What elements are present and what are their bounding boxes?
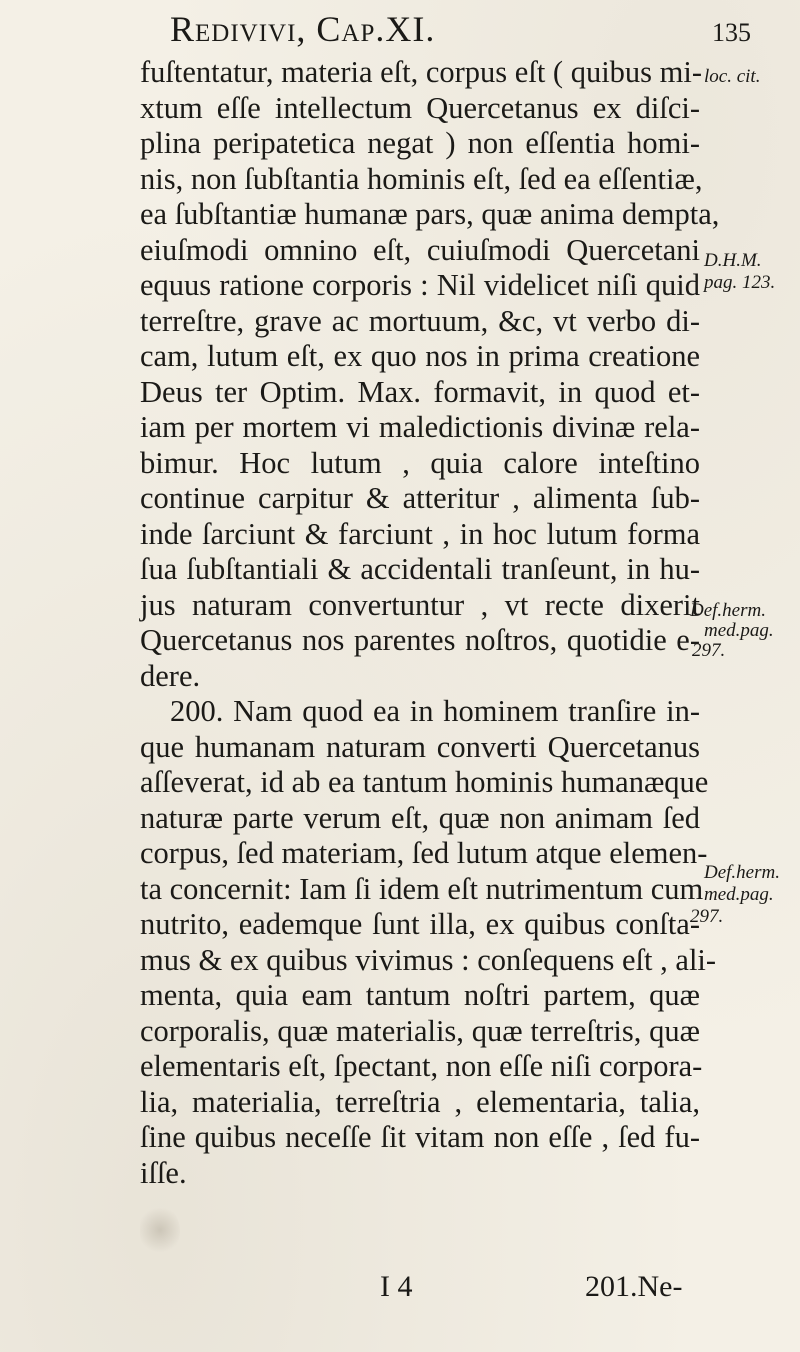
text-line: dere. <box>140 658 201 693</box>
text-line: inde ſarciunt & farciunt , in hoc lutum forma <box>140 516 700 551</box>
margin-note-dhm: D.H.M. <box>704 250 762 271</box>
margin-notes <box>690 55 800 1255</box>
paper-stain <box>140 1205 180 1255</box>
text-line: cam, lutum eſt, ex quo nos in prima creatione <box>140 339 700 373</box>
text-line: corpus, ſed materiam, ſed lutum atque elemen- <box>140 836 708 870</box>
text-line: bimur. Hoc lutum , quia calore inteſtino <box>140 445 700 480</box>
text-line: ſine quibus neceſſe ſit vitam non eſſe , ſed fu- <box>140 1120 700 1154</box>
text-line: elementaris eſt, ſpectant, non eſſe niſi corpora- <box>140 1049 703 1083</box>
margin-note-def-herm: Def.herm. <box>690 600 766 621</box>
text-line: continue carpitur & atteritur , alimenta ſub- <box>140 481 700 515</box>
text-line: lia, materialia, terreſtria , elementaria, talia, <box>140 1084 700 1119</box>
text-line: mus & ex quibus vivimus : conſequens eſt , ali- <box>140 942 717 977</box>
text-line: nis, non ſubſtantia hominis eſt, ſed ea eſſentiæ, <box>140 161 703 196</box>
margin-note-med-pag: med.pag. <box>704 620 774 641</box>
text-line: aſſeverat, id ab ea tantum hominis humanæque <box>140 765 709 799</box>
margin-note-def-herm-2: Def.herm. <box>704 862 780 883</box>
text-line: jus naturam convertuntur , vt recte dixerit <box>140 587 700 622</box>
text-line: Deus ter Optim. Max. formavit, in quod et- <box>140 374 700 409</box>
text-line: iſſe. <box>140 1155 187 1190</box>
text-line: ta concernit: Iam ſi idem eſt nutrimentum cum <box>140 871 704 906</box>
page-header <box>0 8 800 52</box>
running-title: Redivivi, Cap.XI. <box>170 9 436 49</box>
paragraph-200-start: 200. Nam quod ea in hominem tranſire in- <box>170 694 700 728</box>
text-line: eiuſmodi omnino eſt, cuiuſmodi Quercetani <box>140 232 700 267</box>
text-line: ea ſubſtantiæ humanæ pars, quæ anima dempta, <box>140 197 720 231</box>
margin-note-dhm-page: pag. 123. <box>704 272 776 293</box>
margin-note-med-pag-2: med.pag. <box>704 884 774 905</box>
text-line: equus ratione corporis : Nil videlicet niſi quid <box>140 268 700 302</box>
text-line: que humanam naturam converti Quercetanus <box>140 729 700 764</box>
text-line: nutrito, eademque ſunt illa, ex quibus conſta- <box>140 907 700 941</box>
text-line: plina peripatetica negat ) non eſſentia homi- <box>140 126 700 160</box>
signature-mark: I 4 <box>380 1270 413 1303</box>
text-line: fuſtentatur, materia eſt, corpus eſt ( quibus mi- <box>140 55 703 89</box>
page-footer <box>0 1270 800 1310</box>
text-line: terreſtre, grave ac mortuum, &c, vt verbo di- <box>140 303 700 338</box>
margin-note-page-297: 297. <box>692 640 726 661</box>
page-number: 135 <box>712 18 751 47</box>
text-line: ſua ſubſtantiali & accidentali tranſeunt, in hu- <box>140 552 700 586</box>
text-line: naturæ parte verum eſt, quæ non animam ſed <box>140 800 700 835</box>
text-line: Quercetanus nos parentes noſtros, quotidie e- <box>140 623 700 657</box>
catchword: 201.Ne- <box>585 1270 683 1303</box>
text-line: corporalis, quæ materialis, quæ terreſtris, quæ <box>140 1013 700 1048</box>
margin-note-loc-cit: loc. cit. <box>704 66 761 87</box>
text-line: menta, quia eam tantum noſtri partem, quæ <box>140 978 700 1012</box>
text-line: xtum eſſe intellectum Quercetanus ex diſci- <box>140 90 700 125</box>
margin-note-page-297-2: 297. <box>690 906 724 927</box>
text-line: iam per mortem vi maledictionis divinæ rela- <box>140 410 700 444</box>
